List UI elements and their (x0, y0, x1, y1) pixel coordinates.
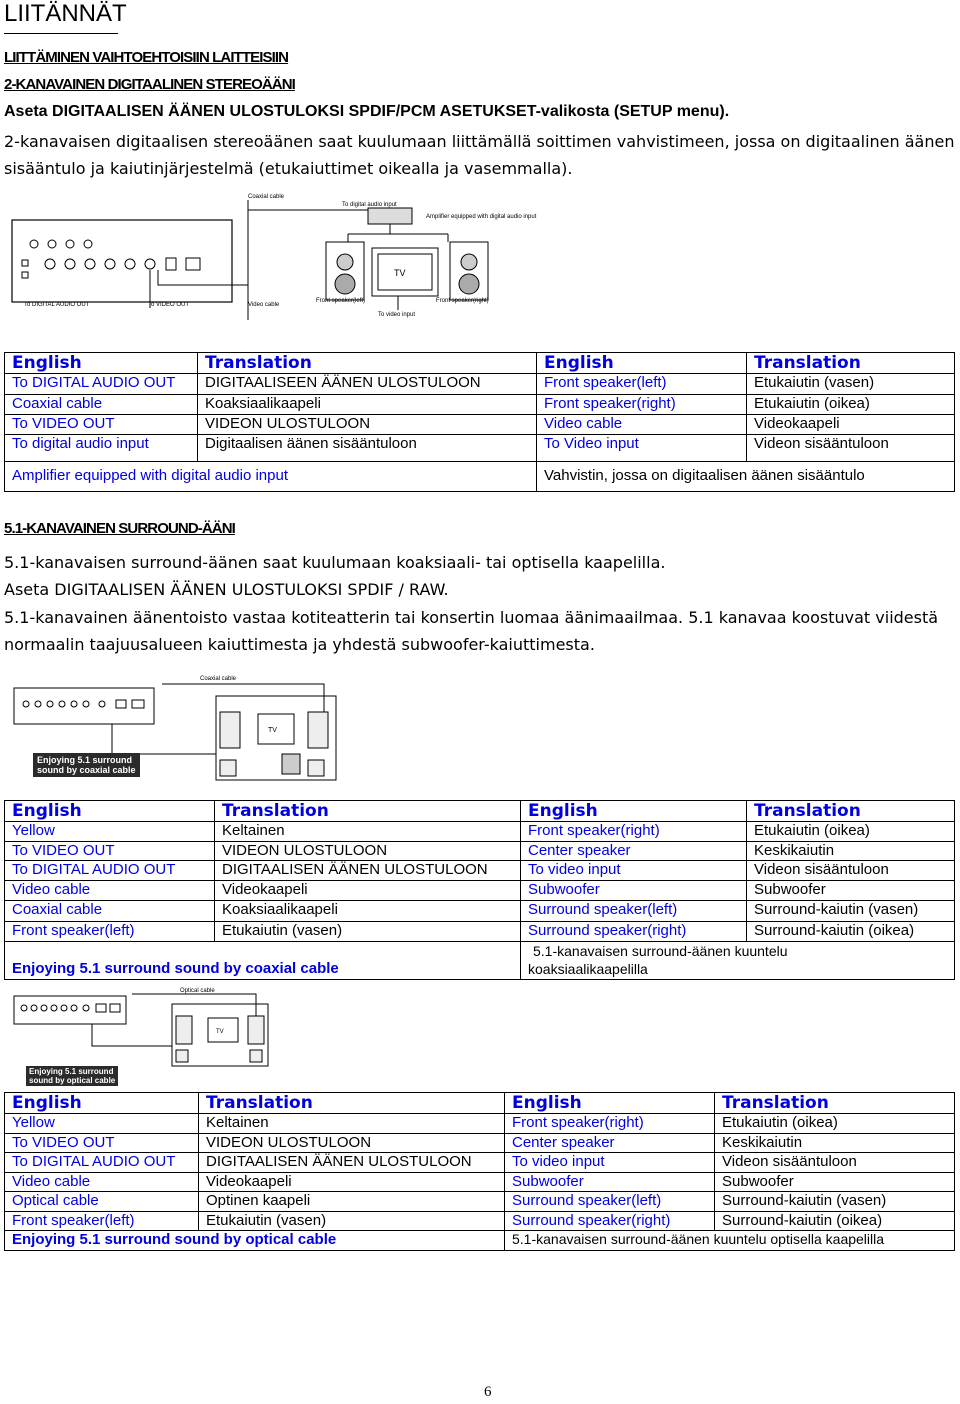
diagram3-tv-label: TV (216, 1029, 224, 1035)
cell-english: To DIGITAL AUDIO OUT (5, 374, 198, 395)
heading-51: 5.1-KANAVAINEN SURROUND-ÄÄNI (4, 520, 235, 537)
cell-translation: DIGITAALISEN ÄÄNEN ULOSTULOON (215, 861, 521, 881)
cell-translation: Vahvistin, jossa on digitaalisen äänen sisääntulo (537, 462, 955, 492)
cell-english: Surround speaker(right) (521, 922, 747, 942)
diagram2-tv-label: TV (268, 727, 277, 734)
cell-english: Subwoofer (521, 881, 747, 901)
cell-translation: Videon sisääntuloon (747, 435, 955, 462)
cell-english: Surround speaker(left) (521, 901, 747, 922)
cell-english: To digital audio input (5, 435, 198, 462)
cell-english: To VIDEO OUT (5, 842, 215, 861)
cell-translation: Videon sisääntuloon (747, 861, 955, 881)
cell-english: Yellow (5, 822, 215, 842)
cell-english: To DIGITAL AUDIO OUT (5, 1153, 199, 1173)
cell-english: Video cable (537, 415, 747, 435)
cell-translation: Etukaiutin (oikea) (747, 395, 955, 415)
cell-translation: Surround-kaiutin (oikea) (747, 922, 955, 942)
cell-translation (521, 942, 955, 980)
cell-translation: Surround-kaiutin (oikea) (715, 1212, 955, 1231)
table-row (5, 415, 955, 435)
diagram-front-left-label: Front speaker(left) (316, 298, 366, 304)
translation-line: koaksiaalikaapelilla (528, 961, 648, 977)
cell-translation: Keskikaiutin (715, 1134, 955, 1153)
header-cell: Translation (747, 353, 955, 374)
badge-line: sound by coaxial cable (37, 765, 136, 775)
cell-english: Amplifier equipped with digital audio input (5, 462, 537, 492)
cell-translation: Etukaiutin (oikea) (747, 822, 955, 842)
cell-english: Front speaker(right) (521, 822, 747, 842)
cell-translation: Videon sisääntuloon (715, 1153, 955, 1173)
table-header-row (5, 353, 955, 374)
title-underline (4, 33, 118, 34)
header-cell: Translation (198, 353, 537, 374)
cell-english: Front speaker(left) (537, 374, 747, 395)
heading-2ch: 2-KANAVAINEN DIGITAALINEN STEREOÄÄNI (4, 76, 295, 93)
coaxial-badge (33, 753, 140, 777)
cell-translation: Optinen kaapeli (199, 1192, 505, 1212)
table-row (5, 861, 955, 881)
cell-translation: Koaksiaalikaapeli (198, 395, 537, 415)
cell-translation: Digitaalisen äänen sisääntuloon (198, 435, 537, 462)
page-title: LIITÄNNÄT (4, 0, 127, 27)
cell-translation: VIDEON ULOSTULOON (198, 415, 537, 435)
header-cell: Translation (215, 801, 521, 822)
header-cell: English (505, 1093, 715, 1114)
table-row (5, 1153, 955, 1173)
cell-english: To video input (505, 1153, 715, 1173)
header-cell: English (5, 1093, 199, 1114)
setup-instruction: Aseta DIGITAALISEN ÄÄNEN ULOSTULOKSI SPDIF/PCM ASETUKSET-valikosta (SETUP menu). (4, 103, 730, 120)
table-row (5, 842, 955, 861)
cell-translation: Videokaapeli (215, 881, 521, 901)
paragraph-51-a: 5.1-kanavaisen surround-äänen saat kuulumaan koaksiaali- tai optisella kaapelilla. (4, 553, 666, 572)
table-row (5, 1173, 955, 1192)
paragraph-51-c: 5.1-kanavainen äänentoisto vastaa kotiteatterin tai konsertin luomaa äänimaailmaa. 5.1 kanavaa koostuvat viidestä normaalin taajuusalueen kaiuttimesta ja yhdestä subwoofer-kaiuttimesta. (4, 608, 939, 654)
heading-connect: LIITTÄMINEN VAIHTOEHTOISIIN LAITTEISIIN (4, 49, 289, 66)
cell-translation: Koaksiaalikaapeli (215, 901, 521, 922)
table-row (5, 942, 955, 980)
cell-translation: Etukaiutin (vasen) (215, 922, 521, 942)
optical-surround-diagram (12, 986, 272, 1068)
header-cell: English (5, 353, 198, 374)
cell-english: To DIGITAL AUDIO OUT (5, 861, 215, 881)
cell-translation: Keskikaiutin (747, 842, 955, 861)
diagram2-coaxial-label: Coaxial cable (200, 676, 237, 682)
badge-line: Enjoying 5.1 surround (29, 1067, 114, 1076)
diagram3-optical-label: Optical cable (180, 988, 215, 994)
cell-english: Front speaker(right) (505, 1114, 715, 1134)
cell-translation: Videokaapeli (199, 1173, 505, 1192)
cell-english: Coaxial cable (5, 901, 215, 922)
cell-english: Coaxial cable (5, 395, 198, 415)
cell-english: Center speaker (521, 842, 747, 861)
cell-english: Center speaker (505, 1134, 715, 1153)
cell-english: Surround speaker(left) (505, 1192, 715, 1212)
cell-english: To VIDEO OUT (5, 415, 198, 435)
tv-label: TV (394, 268, 406, 278)
cell-english: Video cable (5, 881, 215, 901)
diagram-digital-input-label: To digital audio input (342, 202, 397, 208)
cell-translation: VIDEON ULOSTULOON (215, 842, 521, 861)
table-header-row (5, 1093, 955, 1114)
header-cell: Translation (747, 801, 955, 822)
cell-english: Front speaker(left) (5, 1212, 199, 1231)
diagram-digital-out-label: To DIGITAL AUDIO OUT (24, 302, 90, 308)
table-header-row (5, 801, 955, 822)
diagram-video-input-label: To video input (378, 312, 416, 318)
diagram-video-cable-label: Video cable (248, 302, 280, 308)
optical-badge (26, 1066, 118, 1086)
cell-translation: Surround-kaiutin (vasen) (715, 1192, 955, 1212)
cell-translation: Keltainen (215, 822, 521, 842)
paragraph-51-b: Aseta DIGITAALISEN ÄÄNEN ULOSTULOKSI SPDIF / RAW. (4, 580, 449, 599)
cell-translation: Surround-kaiutin (vasen) (747, 901, 955, 922)
cell-translation: Subwoofer (715, 1173, 955, 1192)
table-row (5, 1212, 955, 1231)
table-row (5, 1231, 955, 1251)
cell-english: Enjoying 5.1 surround sound by coaxial cable (5, 942, 521, 980)
header-cell: Translation (199, 1093, 505, 1114)
badge-line: Enjoying 5.1 surround (37, 755, 133, 765)
table-row (5, 1114, 955, 1134)
translation-table-stereo (4, 352, 955, 492)
header-cell: English (521, 801, 747, 822)
cell-translation: VIDEON ULOSTULOON (199, 1134, 505, 1153)
cell-translation: DIGITAALISEEN ÄÄNEN ULOSTULOON (198, 374, 537, 395)
cell-english: Enjoying 5.1 surround sound by optical cable (5, 1231, 505, 1251)
table-row (5, 881, 955, 901)
cell-translation: Subwoofer (747, 881, 955, 901)
badge-line: sound by optical cable (29, 1076, 116, 1085)
table-row (5, 374, 955, 395)
cell-english: To Video input (537, 435, 747, 462)
cell-translation: Etukaiutin (vasen) (747, 374, 955, 395)
diagram-video-out-label: To VIDEO OUT (148, 302, 190, 308)
cell-translation: Etukaiutin (oikea) (715, 1114, 955, 1134)
header-cell: English (5, 801, 215, 822)
cell-translation: 5.1-kanavaisen surround-äänen kuuntelu optisella kaapelilla (505, 1231, 955, 1251)
cell-english: Optical cable (5, 1192, 199, 1212)
header-cell: Translation (715, 1093, 955, 1114)
table-row (5, 1134, 955, 1153)
table-row (5, 395, 955, 415)
translation-table-coaxial (4, 800, 955, 980)
diagram-coaxial-label: Coaxial cable (248, 194, 285, 200)
paragraph-2ch: 2-kanavaisen digitaalisen stereoäänen saat kuulumaan liittämällä soittimen vahvistimeen, jossa on digitaalinen äänen sisääntulo ja kaiutinjärjestelmä (etukaiuttimet oikealla ja vasemmalla). (4, 132, 955, 178)
table-row (5, 435, 955, 462)
cell-translation: Keltainen (199, 1114, 505, 1134)
cell-translation: Etukaiutin (vasen) (199, 1212, 505, 1231)
table-row (5, 1192, 955, 1212)
cell-english: Surround speaker(right) (505, 1212, 715, 1231)
cell-english: Yellow (5, 1114, 199, 1134)
cell-english: Subwoofer (505, 1173, 715, 1192)
stereo-connection-diagram (8, 190, 537, 320)
cell-english: Front speaker(left) (5, 922, 215, 942)
cell-english: Video cable (5, 1173, 199, 1192)
cell-translation: Videokaapeli (747, 415, 955, 435)
diagram-amplifier-label: Amplifier equipped with digital audio input (426, 214, 537, 220)
translation-table-optical (4, 1092, 955, 1251)
table-row (5, 462, 955, 492)
table-row (5, 822, 955, 842)
table-row (5, 901, 955, 922)
page-number: 6 (484, 1384, 492, 1400)
header-cell: English (537, 353, 747, 374)
cell-english: To VIDEO OUT (5, 1134, 199, 1153)
table-row (5, 922, 955, 942)
cell-english: Front speaker(right) (537, 395, 747, 415)
translation-line: 5.1-kanavaisen surround-äänen kuuntelu (533, 943, 788, 959)
diagram-front-right-label: Front speaker(right) (436, 298, 489, 304)
cell-translation: DIGITAALISEN ÄÄNEN ULOSTULOON (199, 1153, 505, 1173)
cell-english: To video input (521, 861, 747, 881)
